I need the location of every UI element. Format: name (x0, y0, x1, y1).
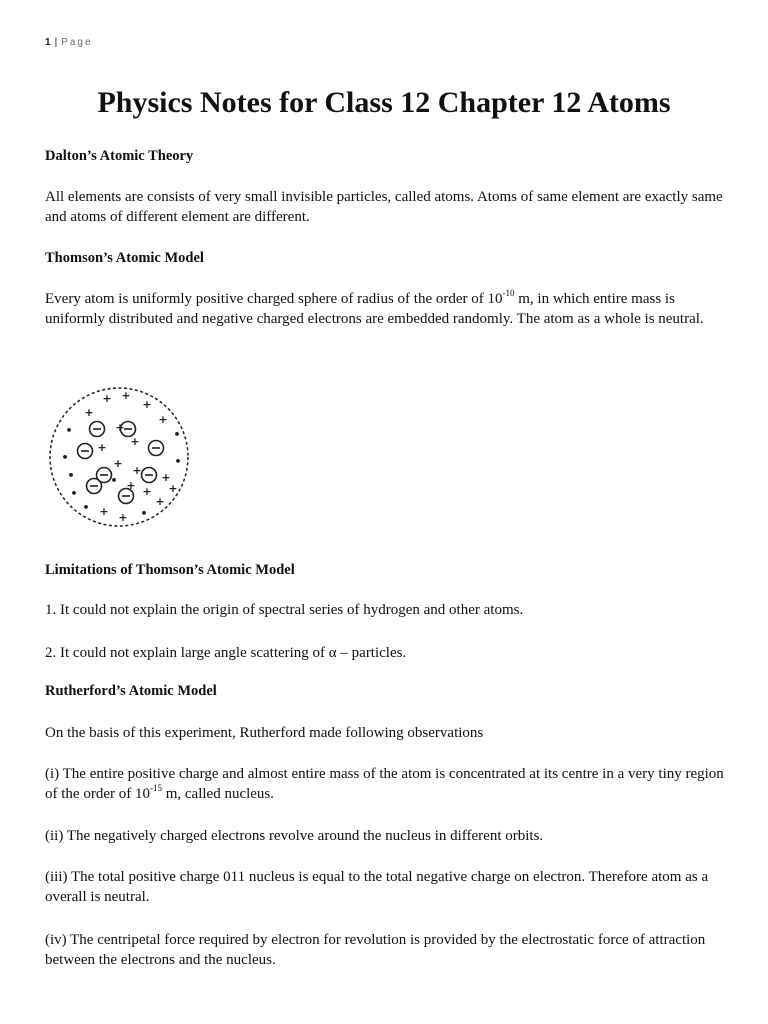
svg-text:+: + (142, 398, 152, 411)
svg-text:+: + (115, 421, 125, 434)
electron-icon (87, 479, 102, 494)
page-number-separator: | (54, 37, 59, 48)
svg-text:+: + (168, 482, 178, 495)
rutherford-observation-1 (45, 764, 725, 804)
rutherford-observation-4: (iv) The centripetal force required by electron for revolution is provided by the electrostatic force of attraction between the electrons and the nucleus. (45, 932, 706, 968)
svg-text:+: + (118, 511, 128, 524)
svg-text:•: • (61, 451, 69, 464)
page-label: Page (61, 37, 93, 48)
thomson-atom-diagram (45, 381, 195, 533)
svg-text:+: + (155, 495, 165, 508)
thomson-text (45, 289, 725, 329)
limitation-item-2: 2. It could not explain large angle scattering of α – particles. (45, 645, 407, 661)
svg-text:+: + (113, 457, 123, 470)
rutherford-observation-2: (ii) The negatively charged electrons revolve around the nucleus in different orbits. (45, 828, 544, 844)
page-title: Physics Notes for Class 12 Chapter 12 Atoms (97, 86, 671, 119)
svg-text:+: + (126, 479, 136, 492)
rutherford-intro: On the basis of this experiment, Rutherford made following observations (45, 725, 484, 741)
electron-icon (78, 444, 93, 459)
svg-text:•: • (67, 469, 75, 482)
svg-text:+: + (130, 435, 140, 448)
rutherford-heading: Rutherford’s Atomic Model (45, 683, 217, 699)
limitation-item-1: 1. It could not explain the origin of spectral series of hydrogen and other atoms. (45, 602, 524, 618)
svg-text:•: • (174, 455, 182, 468)
svg-text:+: + (97, 441, 107, 454)
svg-text:+: + (158, 413, 168, 426)
svg-text:+: + (161, 471, 171, 484)
svg-text:+: + (121, 389, 131, 402)
page-number (45, 37, 93, 48)
nucleus-exponent: -15 (149, 783, 162, 793)
svg-text:•: • (82, 501, 90, 514)
electron-icon (90, 422, 105, 437)
svg-text:•: • (140, 507, 148, 520)
svg-text:•: • (70, 487, 78, 500)
svg-text:+: + (102, 392, 112, 405)
svg-text:+: + (132, 464, 142, 477)
thomson-exponent: -10 (502, 288, 515, 298)
observation-1-part1: (i) The entire positive charge and almost entire mass of the atom is concentrated at its centre in a very tiny region of the order of 10 (45, 766, 724, 802)
rutherford-observation-3: (iii) The total positive charge 011 nucleus is equal to the total negative charge on electron. Therefore atom as a overall is neutral. (45, 869, 709, 905)
thomson-heading: Thomson’s Atomic Model (45, 250, 204, 266)
thomson-text-part2: m, in which entire mass is uniformly distributed and negative charged electrons are embedded randomly. The atom as a whole is neutral. (45, 291, 704, 327)
dalton-text: All elements are consists of very small invisible particles, called atoms. Atoms of same element are exactly same and atoms of different element are different. (45, 189, 723, 225)
observation-1-part2: m, called nucleus. (161, 786, 275, 802)
electron-icon (142, 468, 157, 483)
electron-icon (149, 441, 164, 456)
thomson-text-part1: Every atom is uniformly positive charged sphere of radius of the order of 10 (45, 291, 503, 307)
svg-text:•: • (65, 424, 73, 437)
svg-text:+: + (142, 485, 152, 498)
svg-text:•: • (173, 428, 181, 441)
svg-text:+: + (84, 406, 94, 419)
svg-text:+: + (99, 505, 109, 518)
limitations-heading: Limitations of Thomson’s Atomic Model (45, 562, 295, 578)
dalton-heading: Dalton’s Atomic Theory (45, 148, 194, 164)
page-number-value: 1 (45, 37, 52, 48)
svg-text:•: • (110, 474, 118, 487)
